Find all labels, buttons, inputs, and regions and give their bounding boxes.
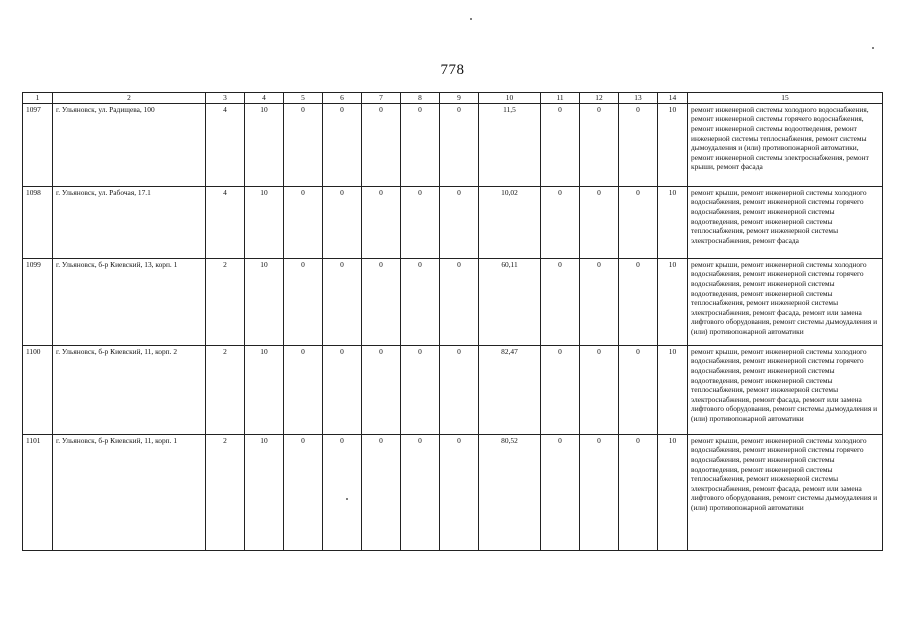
row-number: 1097 [23, 103, 53, 186]
value-cell: 0 [580, 434, 619, 550]
scan-speck [470, 18, 472, 20]
table-row [23, 345, 883, 434]
value-cell: 0 [362, 434, 401, 550]
column-header: 6 [323, 93, 362, 104]
address-cell: г. Ульяновск, б-р Киевский, 11, корп. 1 [53, 434, 206, 550]
value-cell: 0 [440, 258, 479, 345]
row-number: 1100 [23, 345, 53, 434]
column-header: 9 [440, 93, 479, 104]
column-header: 14 [658, 93, 688, 104]
value-cell: 0 [362, 258, 401, 345]
column-header: 13 [619, 93, 658, 104]
repair-schedule-table [22, 92, 883, 551]
column-header: 7 [362, 93, 401, 104]
value-cell: 0 [401, 345, 440, 434]
value-cell: 0 [440, 103, 479, 186]
value-cell: 0 [284, 186, 323, 258]
column-header: 1 [23, 93, 53, 104]
value-cell: 0 [323, 186, 362, 258]
table-header [23, 93, 883, 104]
value-cell: 0 [284, 434, 323, 550]
value-cell: 0 [580, 186, 619, 258]
value-cell: 0 [401, 434, 440, 550]
column-header: 4 [245, 93, 284, 104]
column-header: 3 [206, 93, 245, 104]
value-cell: 0 [541, 434, 580, 550]
address-cell: г. Ульяновск, ул. Рабочая, 17.1 [53, 186, 206, 258]
value-cell: 0 [541, 103, 580, 186]
value-cell: 2 [206, 258, 245, 345]
value-cell: 0 [323, 258, 362, 345]
value-cell: 10 [245, 434, 284, 550]
value-cell: 0 [323, 434, 362, 550]
column-header: 8 [401, 93, 440, 104]
value-cell: 0 [580, 345, 619, 434]
header-row [23, 93, 883, 104]
table-body [23, 103, 883, 550]
value-cell: 0 [619, 345, 658, 434]
value-cell: 0 [541, 258, 580, 345]
row-number: 1098 [23, 186, 53, 258]
value-cell: 0 [541, 186, 580, 258]
value-cell: 0 [362, 186, 401, 258]
value-cell: 0 [440, 434, 479, 550]
value-cell: 80,52 [479, 434, 541, 550]
value-cell: 10 [245, 103, 284, 186]
value-cell: 82,47 [479, 345, 541, 434]
value-cell: 0 [401, 103, 440, 186]
value-cell: 0 [362, 103, 401, 186]
column-header: 10 [479, 93, 541, 104]
value-cell: 10 [658, 103, 688, 186]
value-cell: 10 [658, 258, 688, 345]
works-cell: ремонт крыши, ремонт инженерной системы холодного водоснабжения, ремонт инженерной системы горячего водоснабжения, ремонт инженерной системы водоотведения, ремонт инженерной системы теплоснабжения, ремонт инженерной системы электроснабжения, ремонт фасада, ремонт или замена лифтового оборудования, ремонт системы дымоудаления и (или) противопожарной автоматики [688, 258, 883, 345]
value-cell: 2 [206, 345, 245, 434]
column-header: 12 [580, 93, 619, 104]
value-cell: 4 [206, 186, 245, 258]
value-cell: 0 [323, 103, 362, 186]
address-cell: г. Ульяновск, ул. Радищева, 100 [53, 103, 206, 186]
value-cell: 10 [245, 186, 284, 258]
value-cell: 0 [440, 186, 479, 258]
scan-speck [872, 47, 874, 49]
value-cell: 0 [284, 345, 323, 434]
value-cell: 0 [401, 186, 440, 258]
address-cell: г. Ульяновск, б-р Киевский, 11, корп. 2 [53, 345, 206, 434]
table-row [23, 258, 883, 345]
value-cell: 0 [362, 345, 401, 434]
value-cell: 0 [619, 186, 658, 258]
value-cell: 0 [401, 258, 440, 345]
row-number: 1099 [23, 258, 53, 345]
value-cell: 0 [323, 345, 362, 434]
value-cell: 0 [284, 258, 323, 345]
value-cell: 10 [658, 186, 688, 258]
value-cell: 4 [206, 103, 245, 186]
value-cell: 10,02 [479, 186, 541, 258]
column-header: 15 [688, 93, 883, 104]
value-cell: 0 [619, 258, 658, 345]
value-cell: 10 [658, 345, 688, 434]
value-cell: 0 [580, 258, 619, 345]
value-cell: 0 [619, 103, 658, 186]
address-cell: г. Ульяновск, б-р Киевский, 13, корп. 1 [53, 258, 206, 345]
value-cell: 10 [245, 258, 284, 345]
page-number: 778 [440, 62, 465, 78]
works-cell: ремонт инженерной системы холодного водоснабжения, ремонт инженерной системы горячего водоснабжения, ремонт инженерной системы водоотведения, ремонт инженерной системы теплоснабжения, ремонт системы дымоудаления и (или) противопожарной автоматики, ремонт инженерной системы электроснабжения, ремонт крыши, ремонт фасада [688, 103, 883, 186]
column-header: 11 [541, 93, 580, 104]
value-cell: 11,5 [479, 103, 541, 186]
value-cell: 10 [658, 434, 688, 550]
table-row [23, 186, 883, 258]
value-cell: 0 [541, 345, 580, 434]
value-cell: 0 [580, 103, 619, 186]
value-cell: 2 [206, 434, 245, 550]
works-cell: ремонт крыши, ремонт инженерной системы холодного водоснабжения, ремонт инженерной системы горячего водоснабжения, ремонт инженерной системы водоотведения, ремонт инженерной системы теплоснабжения, ремонт инженерной системы электроснабжения, ремонт фасада, ремонт или замена лифтового оборудования, ремонт системы дымоудаления и (или) противопожарной автоматики [688, 345, 883, 434]
table-row [23, 103, 883, 186]
column-header: 2 [53, 93, 206, 104]
column-header: 5 [284, 93, 323, 104]
scan-speck [346, 498, 348, 500]
value-cell: 0 [284, 103, 323, 186]
value-cell: 10 [245, 345, 284, 434]
table-row [23, 434, 883, 550]
works-cell: ремонт крыши, ремонт инженерной системы холодного водоснабжения, ремонт инженерной системы горячего водоснабжения, ремонт инженерной системы водоотведения, ремонт инженерной системы теплоснабжения, ремонт инженерной системы электроснабжения, ремонт фасада [688, 186, 883, 258]
value-cell: 60,11 [479, 258, 541, 345]
value-cell: 0 [619, 434, 658, 550]
value-cell: 0 [440, 345, 479, 434]
row-number: 1101 [23, 434, 53, 550]
works-cell: ремонт крыши, ремонт инженерной системы холодного водоснабжения, ремонт инженерной системы горячего водоснабжения, ремонт инженерной системы водоотведения, ремонт инженерной системы теплоснабжения, ремонт инженерной системы электроснабжения, ремонт фасада, ремонт или замена лифтового оборудования, ремонт системы дымоудаления и (или) противопожарной автоматики [688, 434, 883, 550]
